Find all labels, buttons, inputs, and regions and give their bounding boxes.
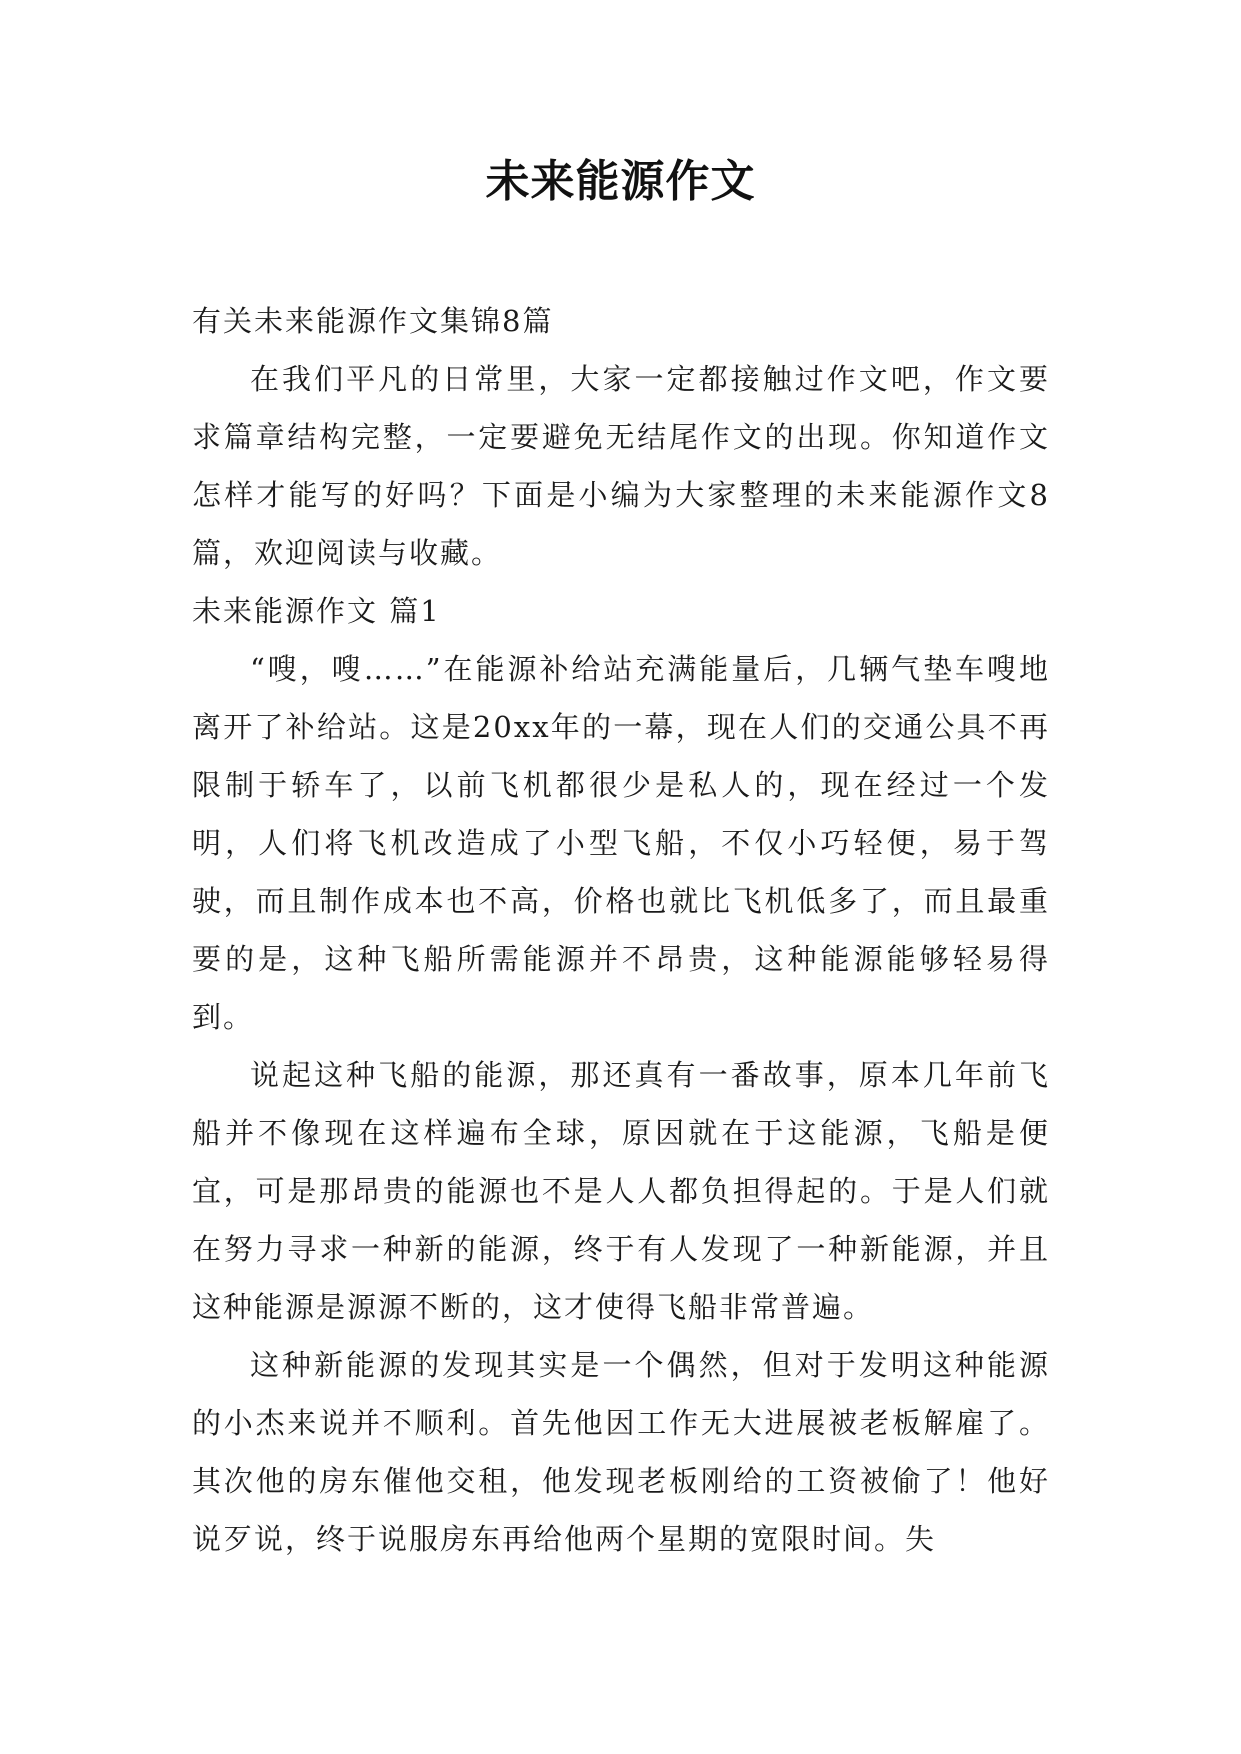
- document-body: [192, 292, 1050, 1568]
- section-heading: 未来能源作文 篇1: [192, 594, 441, 628]
- body-paragraph-2: 说起这种飞船的能源，那还真有一番故事，原本几年前飞船并不像现在这样遍布全球，原因就在于这能源，飞船是便宜，可是那昂贵的能源也不是人人都负担得起的。于是人们就在努力寻求一种新的能源，终于有人发现了一种新能源，并且这种能源是源源不断的，这才使得飞船非常普遍。: [192, 1058, 1050, 1324]
- body-paragraph-1: “嗖，嗖……”在能源补给站充满能量后，几辆气垫车嗖地离开了补给站。这是20xx年的一幕，现在人们的交通公具不再限制于轿车了，以前飞机都很少是私人的，现在经过一个发明，人们将飞机改造成了小型飞船，不仅小巧轻便，易于驾驶，而且制作成本也不高，价格也就比飞机低多了，而且最重要的是，这种飞船所需能源并不昂贵，这种能源能够轻易得到。: [192, 652, 1050, 1034]
- body-paragraph-3: 这种新能源的发现其实是一个偶然，但对于发明这种能源的小杰来说并不顺利。首先他因工作无大进展被老板解雇了。其次他的房东催他交租，他发现老板刚给的工资被偷了！他好说歹说，终于说服房东再给他两个星期的宽限时间。失: [192, 1348, 1050, 1556]
- document-title: 未来能源作文: [485, 156, 756, 207]
- document-subtitle: 有关未来能源作文集锦8篇: [192, 304, 554, 338]
- intro-paragraph: 在我们平凡的日常里，大家一定都接触过作文吧，作文要求篇章结构完整，一定要避免无结尾作文的出现。你知道作文怎样才能写的好吗？下面是小编为大家整理的未来能源作文8篇，欢迎阅读与收藏。: [192, 362, 1050, 570]
